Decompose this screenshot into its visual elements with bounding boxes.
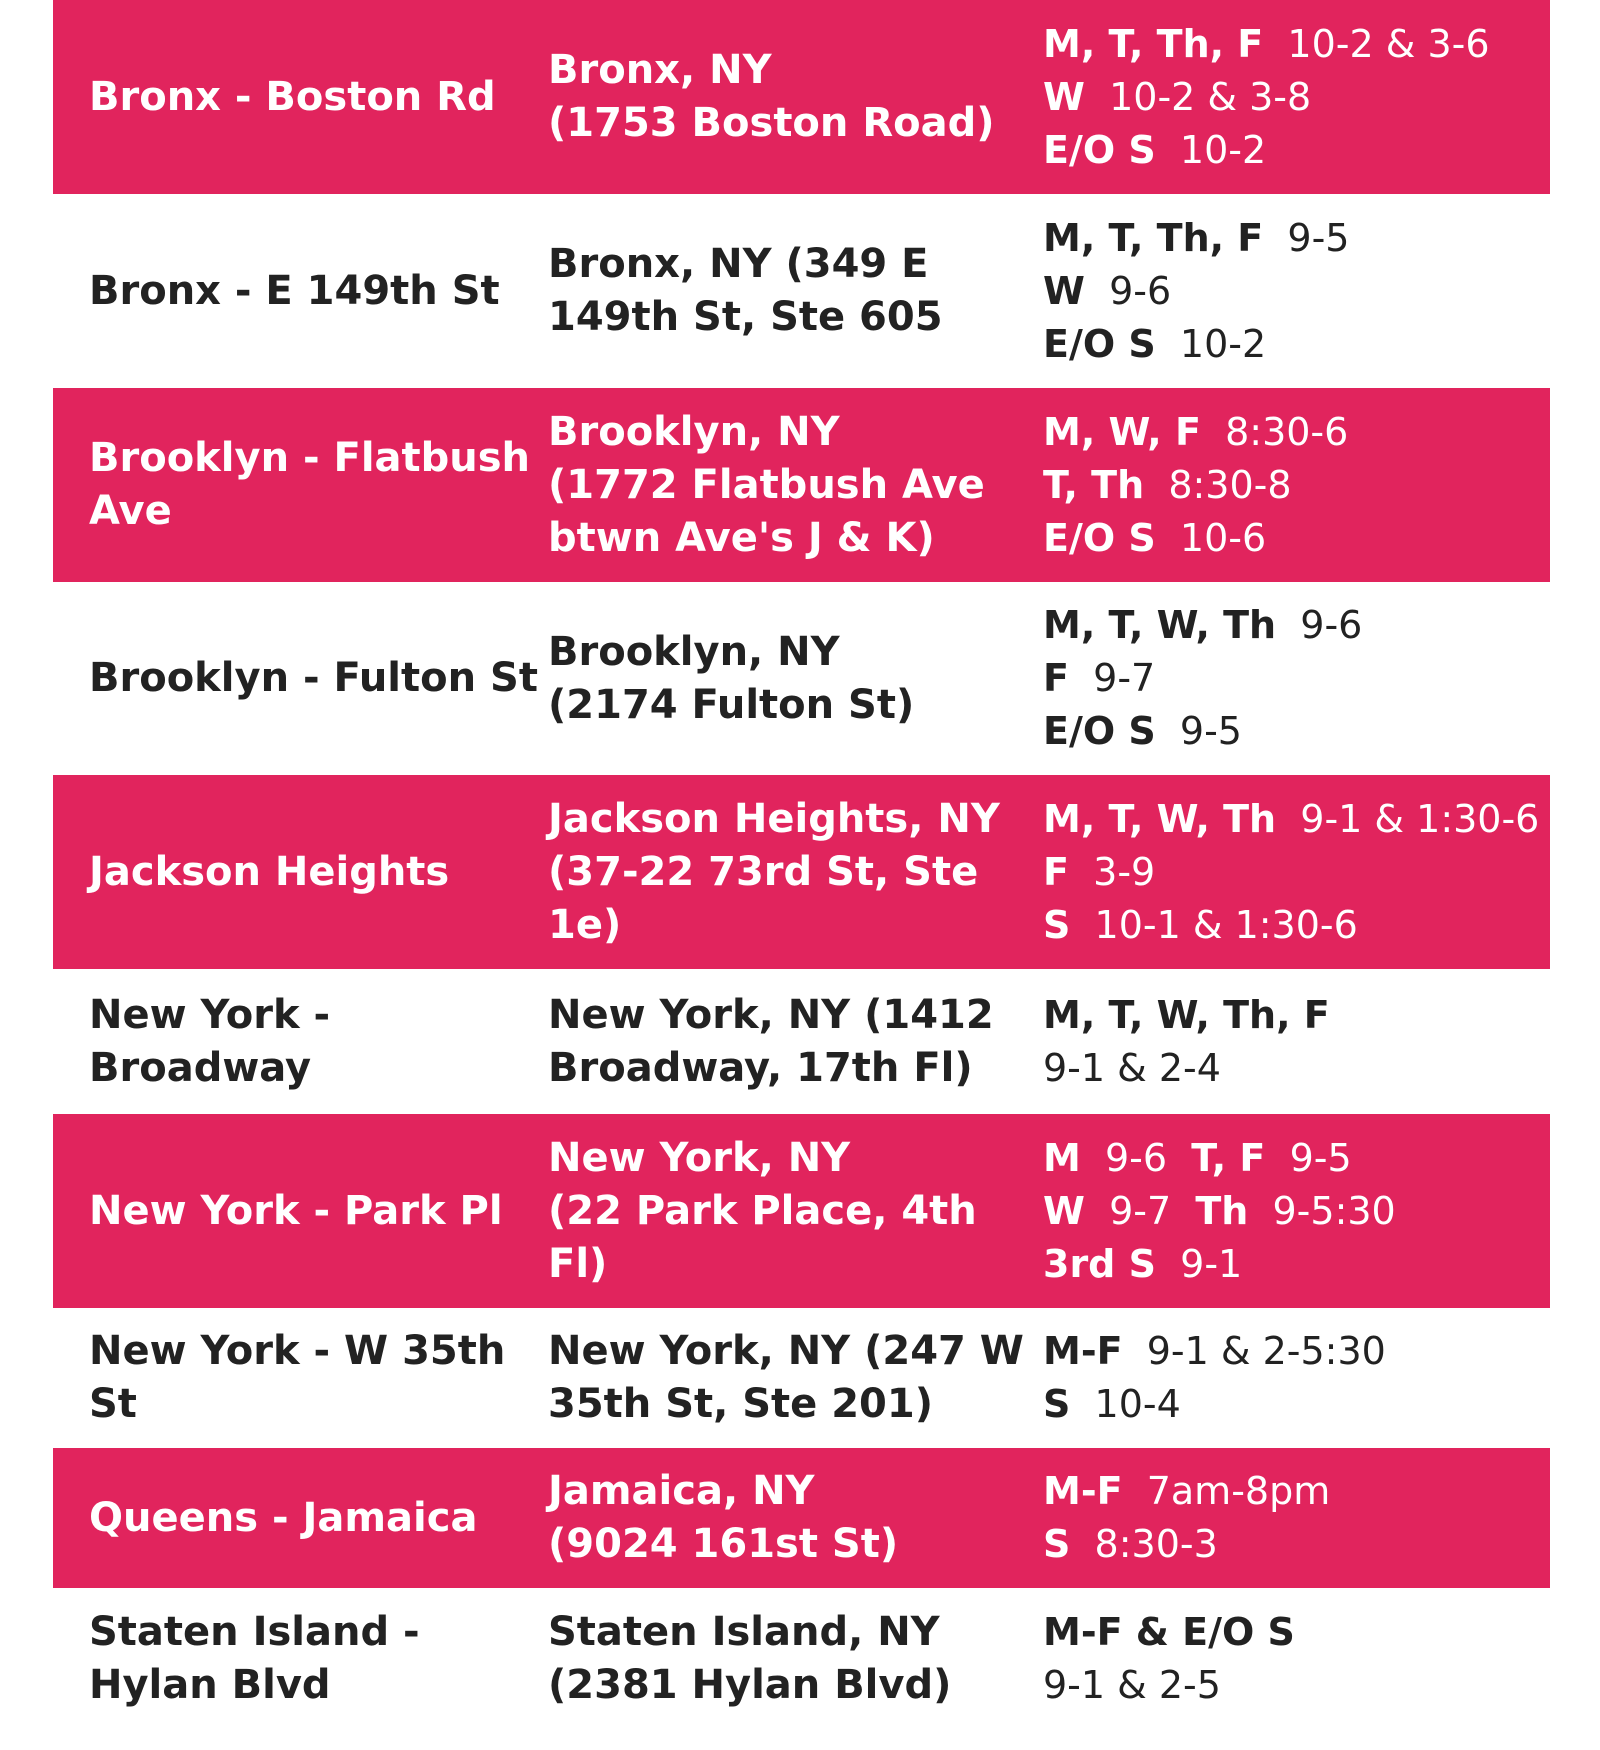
location-row (53, 388, 1550, 582)
hours-days: M, T, Th, F (1043, 21, 1264, 66)
address-line: (2174 Fulton St) (548, 681, 915, 728)
location-hours (1043, 1132, 1550, 1291)
location-name-line: Queens - Jamaica (89, 1494, 478, 1541)
hours-line (1043, 1042, 1550, 1095)
hours-times: 8:30-3 (1094, 1522, 1218, 1566)
location-name-line: Brooklyn - Fulton St (89, 655, 538, 701)
location-hours (1043, 1325, 1550, 1431)
hours-times: 9-1 & 1:30-6 (1300, 796, 1540, 841)
hours-line (1043, 705, 1550, 758)
hours-times: 10-4 (1094, 1382, 1181, 1426)
address-line: Brooklyn, NY (548, 408, 840, 455)
hours-line (1043, 1659, 1550, 1712)
hours-times: 9-5:30 (1272, 1188, 1396, 1233)
location-address (548, 1325, 1043, 1431)
address-line: (9024 161st St) (548, 1521, 899, 1567)
address-line: Jackson Heights, NY (548, 795, 1000, 842)
location-name-line: New York - W 35th St (89, 1328, 506, 1427)
hours-line (1043, 1465, 1550, 1518)
location-address (548, 238, 1043, 344)
hours-times: 9-5 (1287, 215, 1350, 260)
hours-times: 10-2 (1179, 321, 1267, 366)
location-name-line: Jackson Heights (89, 848, 450, 895)
hours-times: 9-6 (1109, 268, 1172, 313)
hours-line (1043, 512, 1550, 565)
hours-line (1043, 265, 1550, 318)
hours-days: M, T, W, Th, F (1043, 992, 1330, 1037)
hours-times: 9-1 (1180, 1241, 1243, 1286)
hours-times: 9-5 (1289, 1135, 1352, 1180)
location-row (53, 194, 1550, 388)
hours-line (1043, 212, 1550, 265)
location-row (53, 775, 1550, 969)
hours-days: E/O S (1043, 321, 1156, 366)
hours-days: W (1043, 74, 1085, 119)
location-name-line: Ave (89, 488, 172, 534)
hours-line (1043, 71, 1550, 124)
hours-days: M, T, Th, F (1043, 215, 1264, 260)
address-line: 149th St, Ste 605 (548, 294, 943, 340)
hours-days: M-F (1043, 1469, 1123, 1513)
hours-times: 10-2 (1179, 127, 1267, 172)
location-row (53, 1588, 1550, 1730)
location-hours (1043, 989, 1550, 1095)
location-address (548, 406, 1043, 565)
hours-times: 10-1 & 1:30-6 (1094, 902, 1358, 947)
hours-line (1043, 652, 1550, 705)
hours-line (1043, 793, 1550, 846)
location-address (548, 44, 1043, 150)
hours-days: F (1043, 656, 1069, 700)
hours-days: M, T, W, Th (1043, 796, 1277, 841)
address-line: 35th St, Ste 201) (548, 1381, 933, 1427)
hours-times: 9-7 (1109, 1188, 1172, 1233)
hours-times: 9-6 (1105, 1135, 1168, 1180)
location-name (53, 989, 548, 1095)
hours-times: 10-2 & 3-8 (1109, 74, 1312, 119)
location-name-line: Hylan Blvd (89, 1662, 331, 1708)
hours-line (1043, 846, 1550, 899)
hours-times: 8:30-6 (1225, 409, 1349, 454)
location-name-line: Brooklyn - Flatbush (89, 435, 531, 481)
location-row (53, 1448, 1550, 1588)
hours-times: 9-1 & 2-5 (1043, 1663, 1221, 1707)
location-address (548, 989, 1043, 1095)
location-hours (1043, 212, 1550, 371)
hours-line (1043, 1238, 1550, 1291)
location-hours (1043, 18, 1550, 177)
hours-times: 10-6 (1179, 515, 1267, 560)
location-name-line: New York - Park Pl (89, 1187, 503, 1234)
hours-line (1043, 318, 1550, 371)
address-line: Jamaica, NY (548, 1468, 815, 1514)
location-row (53, 582, 1550, 775)
hours-days: Th (1195, 1188, 1249, 1233)
address-line: Brooklyn, NY (548, 628, 840, 675)
hours-line (1043, 1518, 1550, 1571)
hours-times: 9-6 (1300, 603, 1363, 647)
hours-line (1043, 989, 1550, 1042)
location-name (53, 432, 548, 538)
hours-days: M (1043, 1135, 1081, 1180)
hours-days: S (1043, 1382, 1071, 1426)
hours-line (1043, 599, 1550, 652)
address-line: Broadway, 17th Fl) (548, 1044, 973, 1091)
address-line: Bronx, NY (349 E (548, 241, 929, 287)
location-address (548, 1606, 1043, 1712)
hours-days: W (1043, 268, 1085, 313)
hours-days: W (1043, 1188, 1085, 1233)
address-line: Bronx, NY (548, 47, 772, 93)
location-row (53, 1308, 1550, 1448)
hours-days: S (1043, 902, 1071, 947)
hours-line (1043, 1325, 1550, 1378)
hours-times: 10-2 & 3-6 (1287, 21, 1490, 66)
address-line: (37-22 73rd St, Ste 1e) (548, 848, 979, 948)
location-hours (1043, 599, 1550, 758)
hours-line (1043, 1606, 1550, 1659)
location-name-line: Staten Island - (89, 1609, 420, 1655)
hours-days: M, T, W, Th (1043, 603, 1277, 647)
location-name-line: New York - (89, 991, 331, 1038)
location-hours (1043, 1465, 1550, 1571)
location-address (548, 1132, 1043, 1291)
hours-days: E/O S (1043, 515, 1156, 560)
hours-line (1043, 459, 1550, 512)
hours-line (1043, 1132, 1550, 1185)
location-name (53, 71, 548, 124)
address-line: Staten Island, NY (548, 1609, 940, 1655)
hours-days: E/O S (1043, 709, 1156, 753)
hours-line (1043, 18, 1550, 71)
hours-times: 3-9 (1093, 849, 1156, 894)
address-line: (2381 Hylan Blvd) (548, 1662, 952, 1708)
location-hours (1043, 406, 1550, 565)
location-address (548, 1465, 1043, 1571)
location-name-line: Broadway (89, 1044, 312, 1091)
hours-days: S (1043, 1522, 1071, 1566)
hours-line (1043, 1185, 1550, 1238)
hours-days: M, W, F (1043, 409, 1201, 454)
location-name-line: Bronx - Boston Rd (89, 73, 496, 120)
hours-days: 3rd S (1043, 1241, 1156, 1286)
address-line: (1753 Boston Road) (548, 100, 995, 146)
address-line: New York, NY (548, 1134, 851, 1181)
location-name (53, 1185, 548, 1238)
address-line: btwn Ave's J & K) (548, 514, 935, 561)
location-name (53, 1325, 548, 1431)
hours-days: E/O S (1043, 127, 1156, 172)
location-name (53, 1492, 548, 1545)
location-address (548, 793, 1043, 952)
hours-times: 8:30-8 (1168, 462, 1292, 507)
location-row (53, 1114, 1550, 1308)
location-name (53, 265, 548, 318)
address-line: (1772 Flatbush Ave (548, 461, 985, 508)
address-line: New York, NY (247 W (548, 1328, 1024, 1374)
location-row (53, 969, 1550, 1114)
location-name (53, 652, 548, 705)
location-address (548, 626, 1043, 732)
hours-days: T, F (1191, 1135, 1266, 1180)
hours-days: M-F (1043, 1329, 1123, 1373)
hours-times: 7am-8pm (1146, 1469, 1331, 1513)
hours-days: T, Th (1043, 462, 1145, 507)
hours-times: 9-7 (1093, 656, 1156, 700)
hours-times: 9-1 & 2-4 (1043, 1045, 1221, 1090)
hours-line (1043, 406, 1550, 459)
locations-table (53, 0, 1550, 1730)
location-hours (1043, 1606, 1550, 1712)
location-name-line: Bronx - E 149th St (89, 267, 500, 314)
address-line: (22 Park Place, 4th Fl) (548, 1187, 977, 1287)
location-name (53, 846, 548, 899)
hours-times: 9-1 & 2-5:30 (1146, 1329, 1386, 1373)
hours-times: 9-5 (1179, 709, 1242, 753)
hours-line (1043, 1378, 1550, 1431)
address-line: New York, NY (1412 (548, 991, 994, 1038)
location-name (53, 1606, 548, 1712)
location-row (53, 0, 1550, 194)
hours-line (1043, 124, 1550, 177)
hours-days: M-F & E/O S (1043, 1610, 1295, 1654)
hours-days: F (1043, 849, 1069, 894)
location-hours (1043, 793, 1550, 952)
hours-line (1043, 899, 1550, 952)
